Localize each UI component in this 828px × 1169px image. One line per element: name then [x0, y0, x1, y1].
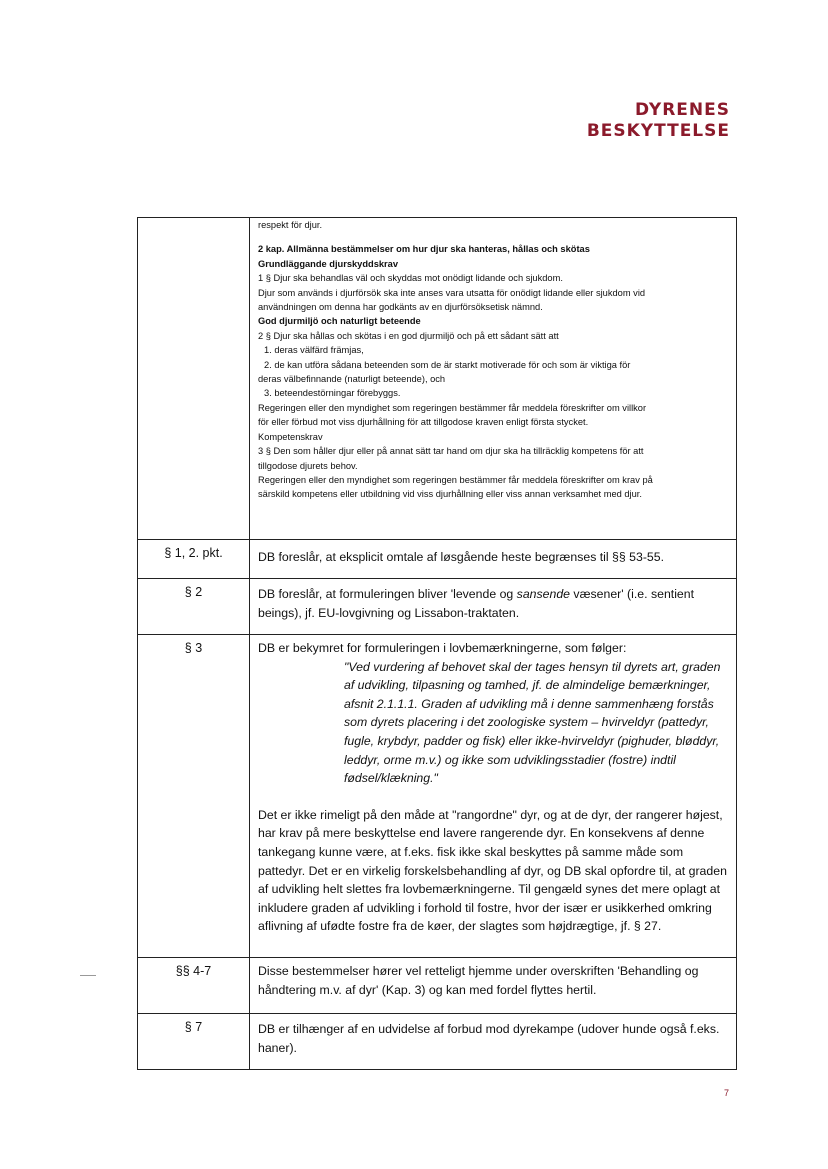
comments-table	[137, 217, 737, 1070]
table-row	[138, 635, 737, 958]
excerpt-subheading: Kompetenskrav	[258, 431, 323, 442]
table-row	[138, 1014, 737, 1070]
logo-line-1: DYRENES	[635, 100, 730, 120]
excerpt-subheading: Grundläggande djurskyddskrav	[258, 258, 399, 269]
excerpt-line: särskild kompetens eller utbildning vid viss djurhållning eller viss annan verksamhet med djur.	[258, 489, 642, 500]
comment-cell	[250, 1014, 737, 1070]
section-cell: §§ 4-7	[138, 958, 250, 1014]
excerpt-line: för eller förbud mot viss djurhållning för att tillgodose kraven enligt första stycket.	[258, 417, 589, 428]
table-row	[138, 958, 737, 1014]
comment-text: DB foreslår, at eksplicit omtale af løsgående heste begrænses til §§ 53-55.	[258, 550, 665, 564]
comment-cell	[250, 579, 737, 635]
excerpt-chapter-heading: 2 kap. Allmänna bestämmelser om hur djur ska hanteras, hållas och skötas	[258, 244, 590, 255]
comment-cell	[250, 958, 737, 1014]
excerpt-line: 1 § Djur ska behandlas väl och skyddas mot onödigt lidande och sjukdom.	[258, 273, 563, 284]
section-cell-empty	[138, 218, 250, 540]
section-cell: § 2	[138, 579, 250, 635]
excerpt-line: användningen om denna har godkänts av en djurförsöksetisk nämnd.	[258, 302, 543, 313]
excerpt-subheading: God djurmiljö och naturligt beteende	[258, 316, 421, 327]
comment-cell	[250, 635, 737, 958]
dyrenes-beskyttelse-logo	[587, 100, 730, 142]
excerpt-line: Regeringen eller den myndighet som regeringen bestämmer får meddela föreskrifter om krav på	[258, 474, 653, 485]
comment-text: Disse bestemmelser hører vel retteligt hjemme under overskriften 'Behandling og håndtering m.v. af dyr' (Kap. 3) og kan med fordel flyttes hertil.	[258, 964, 699, 997]
excerpt-line: 1. deras välfärd främjas,	[264, 345, 364, 356]
excerpt-line: respekt för djur.	[258, 220, 323, 230]
table-row	[138, 218, 737, 540]
section-cell: § 7	[138, 1014, 250, 1070]
excerpt-line: 3 § Den som håller djur eller på annat sätt tar hand om djur ska ha tillräcklig kompetens för att	[258, 446, 644, 457]
quoted-remarks: "Ved vurdering af behovet skal der tages hensyn til dyrets art, graden af udvikling, tilpasning og tamhed, jf. de almindelige bemærkninger, afsnit 2.1.1.1. Graden af udvikling må i denne sammenhæng forstås som dyrets placering i det zoologiske system – hvirveldyr (pattedyr, fugle, krybdyr, padder og fisk) eller ikke-hvirveldyr (pighuder, bløddyr, leddyr, orme m.v.) og ikke som udviklingsstadier (fostre) indtil fødsel/klækning."	[344, 659, 721, 786]
excerpt-line: 2 § Djur ska hållas och skötas i en god djurmiljö och på ett sådant sätt att	[258, 330, 559, 341]
comment-cell	[250, 540, 737, 579]
swedish-law-excerpt	[250, 218, 737, 540]
comment-text: Det er ikke rimeligt på den måde at "rangordne" dyr, og at de dyr, der rangerer højest, har krav på mere beskyttelse end lavere rangerende dyr. En konsekvens af denne tankegang kunne være, at f.eks. fisk ikke skal beskyttes på samme måde som pattedyr. Det er en virkelig forskelsbehandling af dyr, og DB skal opfordre til, at graden af udvikling helt slettes fra lovbemærkningerne. Til gengæld synes det mere oplagt at inkludere graden af udvikling i forhold til fostre, hvor der især er usikkerhed omkring aflivning af ufødte fostre fra de køer, der slagtes som højdrægtige, jf. § 27.	[258, 807, 727, 934]
comment-text: DB er tilhænger af en udvidelse af forbud mod dyrekampe (udover hunde også f.eks. haner).	[258, 1022, 720, 1055]
table-row	[138, 579, 737, 635]
excerpt-line: Djur som används i djurförsök ska inte anses vara utsatta för onödigt lidande eller sjukdom vid	[258, 287, 646, 298]
margin-mark	[80, 975, 96, 976]
excerpt-line: Regeringen eller den myndighet som regeringen bestämmer får meddela föreskrifter om villkor	[258, 402, 647, 413]
excerpt-line: 2. de kan utföra sådana beteenden som de är starkt motiverade för och som är viktiga för	[264, 359, 631, 370]
section-cell: § 3	[138, 635, 250, 958]
page-number: 7	[723, 1088, 729, 1098]
excerpt-line: tillgodose djurets behov.	[258, 460, 358, 471]
excerpt-line: deras välbefinnande (naturligt beteende), och	[258, 374, 446, 385]
excerpt-line: 3. beteendestörningar förebyggs.	[264, 388, 401, 399]
comment-text: DB er bekymret for formuleringen i lovbemærkningerne, som følger:	[258, 641, 627, 655]
logo-line-2: BESKYTTELSE	[586, 121, 730, 141]
section-cell: § 1, 2. pkt.	[138, 540, 250, 579]
comment-text: DB foreslår, at formuleringen bliver 'levende og sansende væsener' (i.e. sentient beings), jf. EU-lovgivning og Lissabon-traktaten.	[258, 587, 695, 620]
table-row	[138, 540, 737, 579]
